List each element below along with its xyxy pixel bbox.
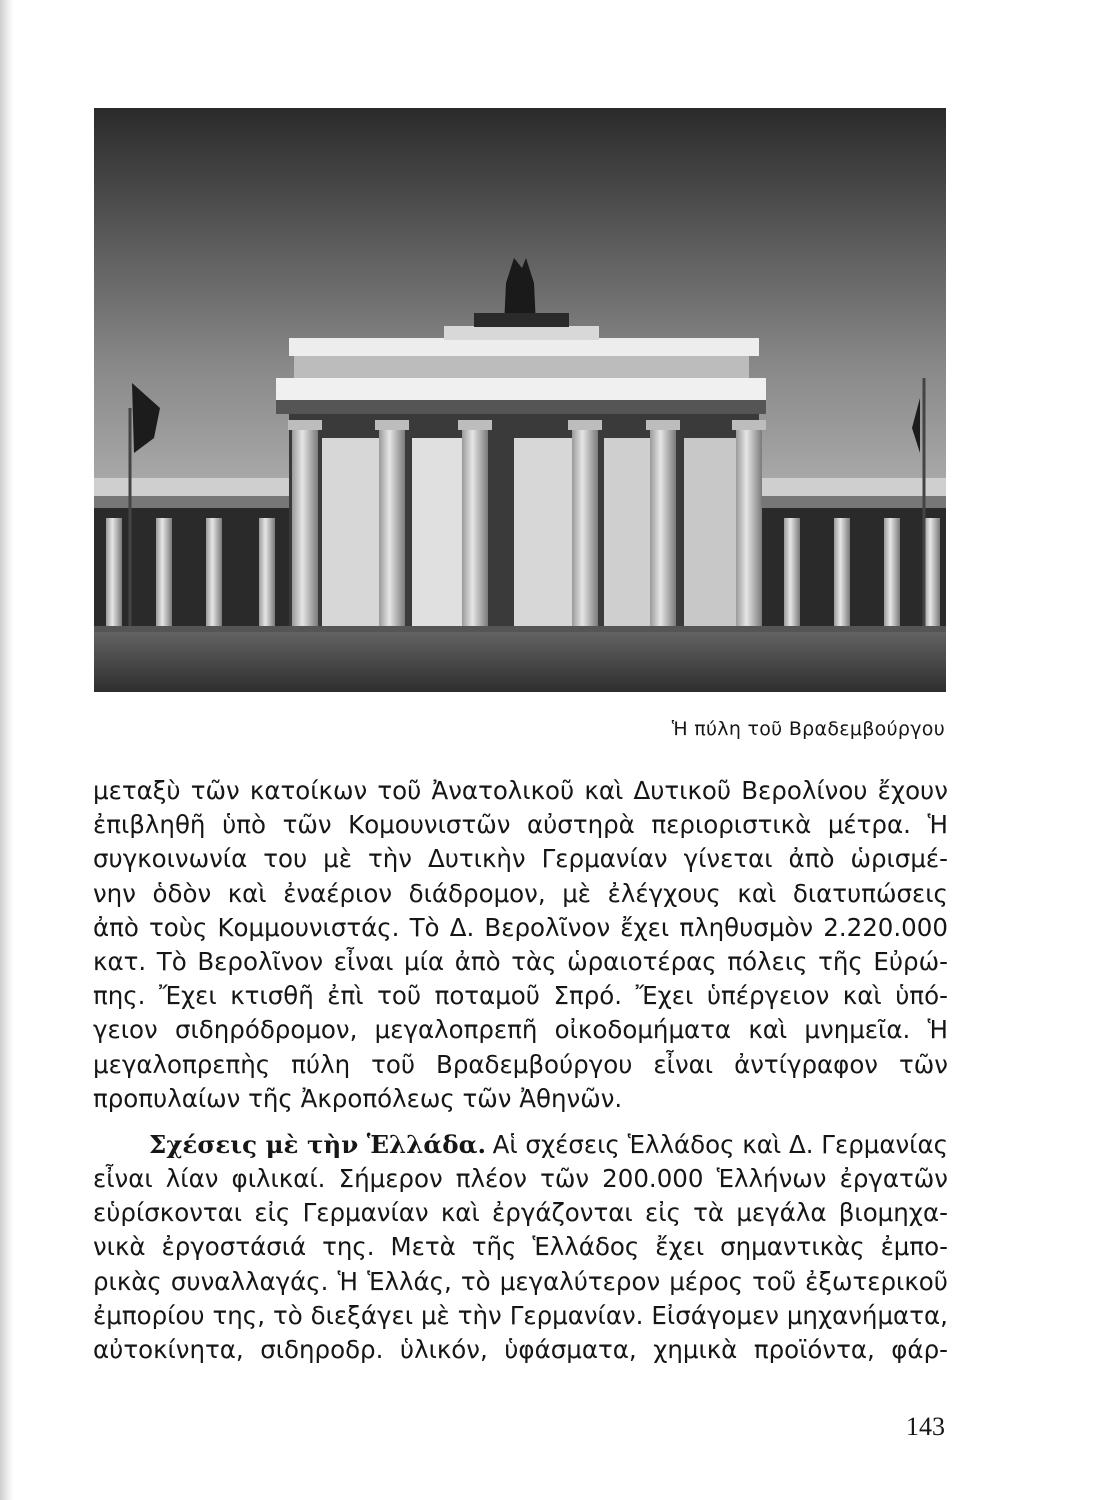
page-edge-shadow xyxy=(0,0,14,1500)
text-line: μεγαλοπρεπὴς πύλη τοῦ Βραδεμβούργου εἶναι ἀντίγραφον τῶν xyxy=(93,1049,948,1079)
text-line: κατ. Τὸ Βερολῖνον εἶναι μία ἀπὸ τὰς ὡραιοτέρας πόλεις τῆς Εὐρώ- xyxy=(93,946,948,976)
page-number: 143 xyxy=(906,1412,945,1441)
section-line xyxy=(93,1128,948,1162)
section-heading: Σχέσεις μὲ τὴν Ἑλλάδα. xyxy=(149,1129,486,1159)
body-text xyxy=(93,774,948,1367)
text-line: ἐπιβληθῆ ὑπὸ τῶν Κομουνιστῶν αὐστηρὰ περιοριστικὰ μέτρα. Ἡ xyxy=(93,810,948,840)
text-line: προπυλαίων τῆς Ἀκροπόλεως τῶν Ἀθηνῶν. xyxy=(93,1083,623,1113)
text-line: πης. Ἔχει κτισθῆ ἐπὶ τοῦ ποταμοῦ Σπρό. Ἔχει ὑπέργειον καὶ ὑπό- xyxy=(93,981,948,1011)
text-line: νην ὁδὸν καὶ ἐναέριον διάδρομον, μὲ ἐλέγχους καὶ διατυπώσεις xyxy=(93,878,948,908)
brandenburg-gate-photo xyxy=(94,108,946,692)
text-line: νικὰ ἐργοστάσιά της. Μετὰ τῆς Ἑλλάδος ἔχει σημαντικὰς ἐμπο- xyxy=(93,1232,948,1262)
text-line: συγκοινωνία του μὲ τὴν Δυτικὴν Γερμανίαν γίνεται ἀπὸ ὡρισμέ- xyxy=(93,844,948,874)
text-line: ἀπὸ τοὺς Κομμουνιστάς. Τὸ Δ. Βερολῖνον ἔχει πληθυσμὸν 2.220.000 xyxy=(93,912,948,942)
text-line: Αἱ σχέσεις Ἑλλάδος καὶ Δ. Γερμανίας xyxy=(492,1129,948,1159)
text-line: μεταξὺ τῶν κατοίκων τοῦ Ἀνατολικοῦ καὶ Δυτικοῦ Βερολίνου ἔχουν xyxy=(93,776,948,805)
photo-caption: Ἡ πύλη τοῦ Βραδεμβούργου xyxy=(671,718,945,740)
text-line: αὐτοκίνητα, σιδηροδρ. ὑλικόν, ὑφάσματα, χημικὰ προϊόντα, φάρ- xyxy=(93,1335,948,1364)
text-line: εὑρίσκονται εἰς Γερμανίαν καὶ ἐργάζονται εἰς τὰ μεγάλα βιομηχα- xyxy=(93,1198,948,1228)
text-line: ἐμπορίου της, τὸ διεξάγει μὲ τὴν Γερμανίαν. Εἰσάγομεν μηχανήματα, xyxy=(93,1300,948,1330)
text-line: γειον σιδηρόδρομον, μεγαλοπρεπῆ οἰκοδομήματα καὶ μνημεῖα. Ἡ xyxy=(93,1015,948,1045)
text-line: ρικὰς συναλλαγάς. Ἡ Ἑλλάς, τὸ μεγαλύτερον μέρος τοῦ ἐξωτερικοῦ xyxy=(93,1266,948,1296)
text-line: εἶναι λίαν φιλικαί. Σήμερον πλέον τῶν 200.000 Ἑλλήνων ἐργατῶν xyxy=(93,1164,948,1194)
